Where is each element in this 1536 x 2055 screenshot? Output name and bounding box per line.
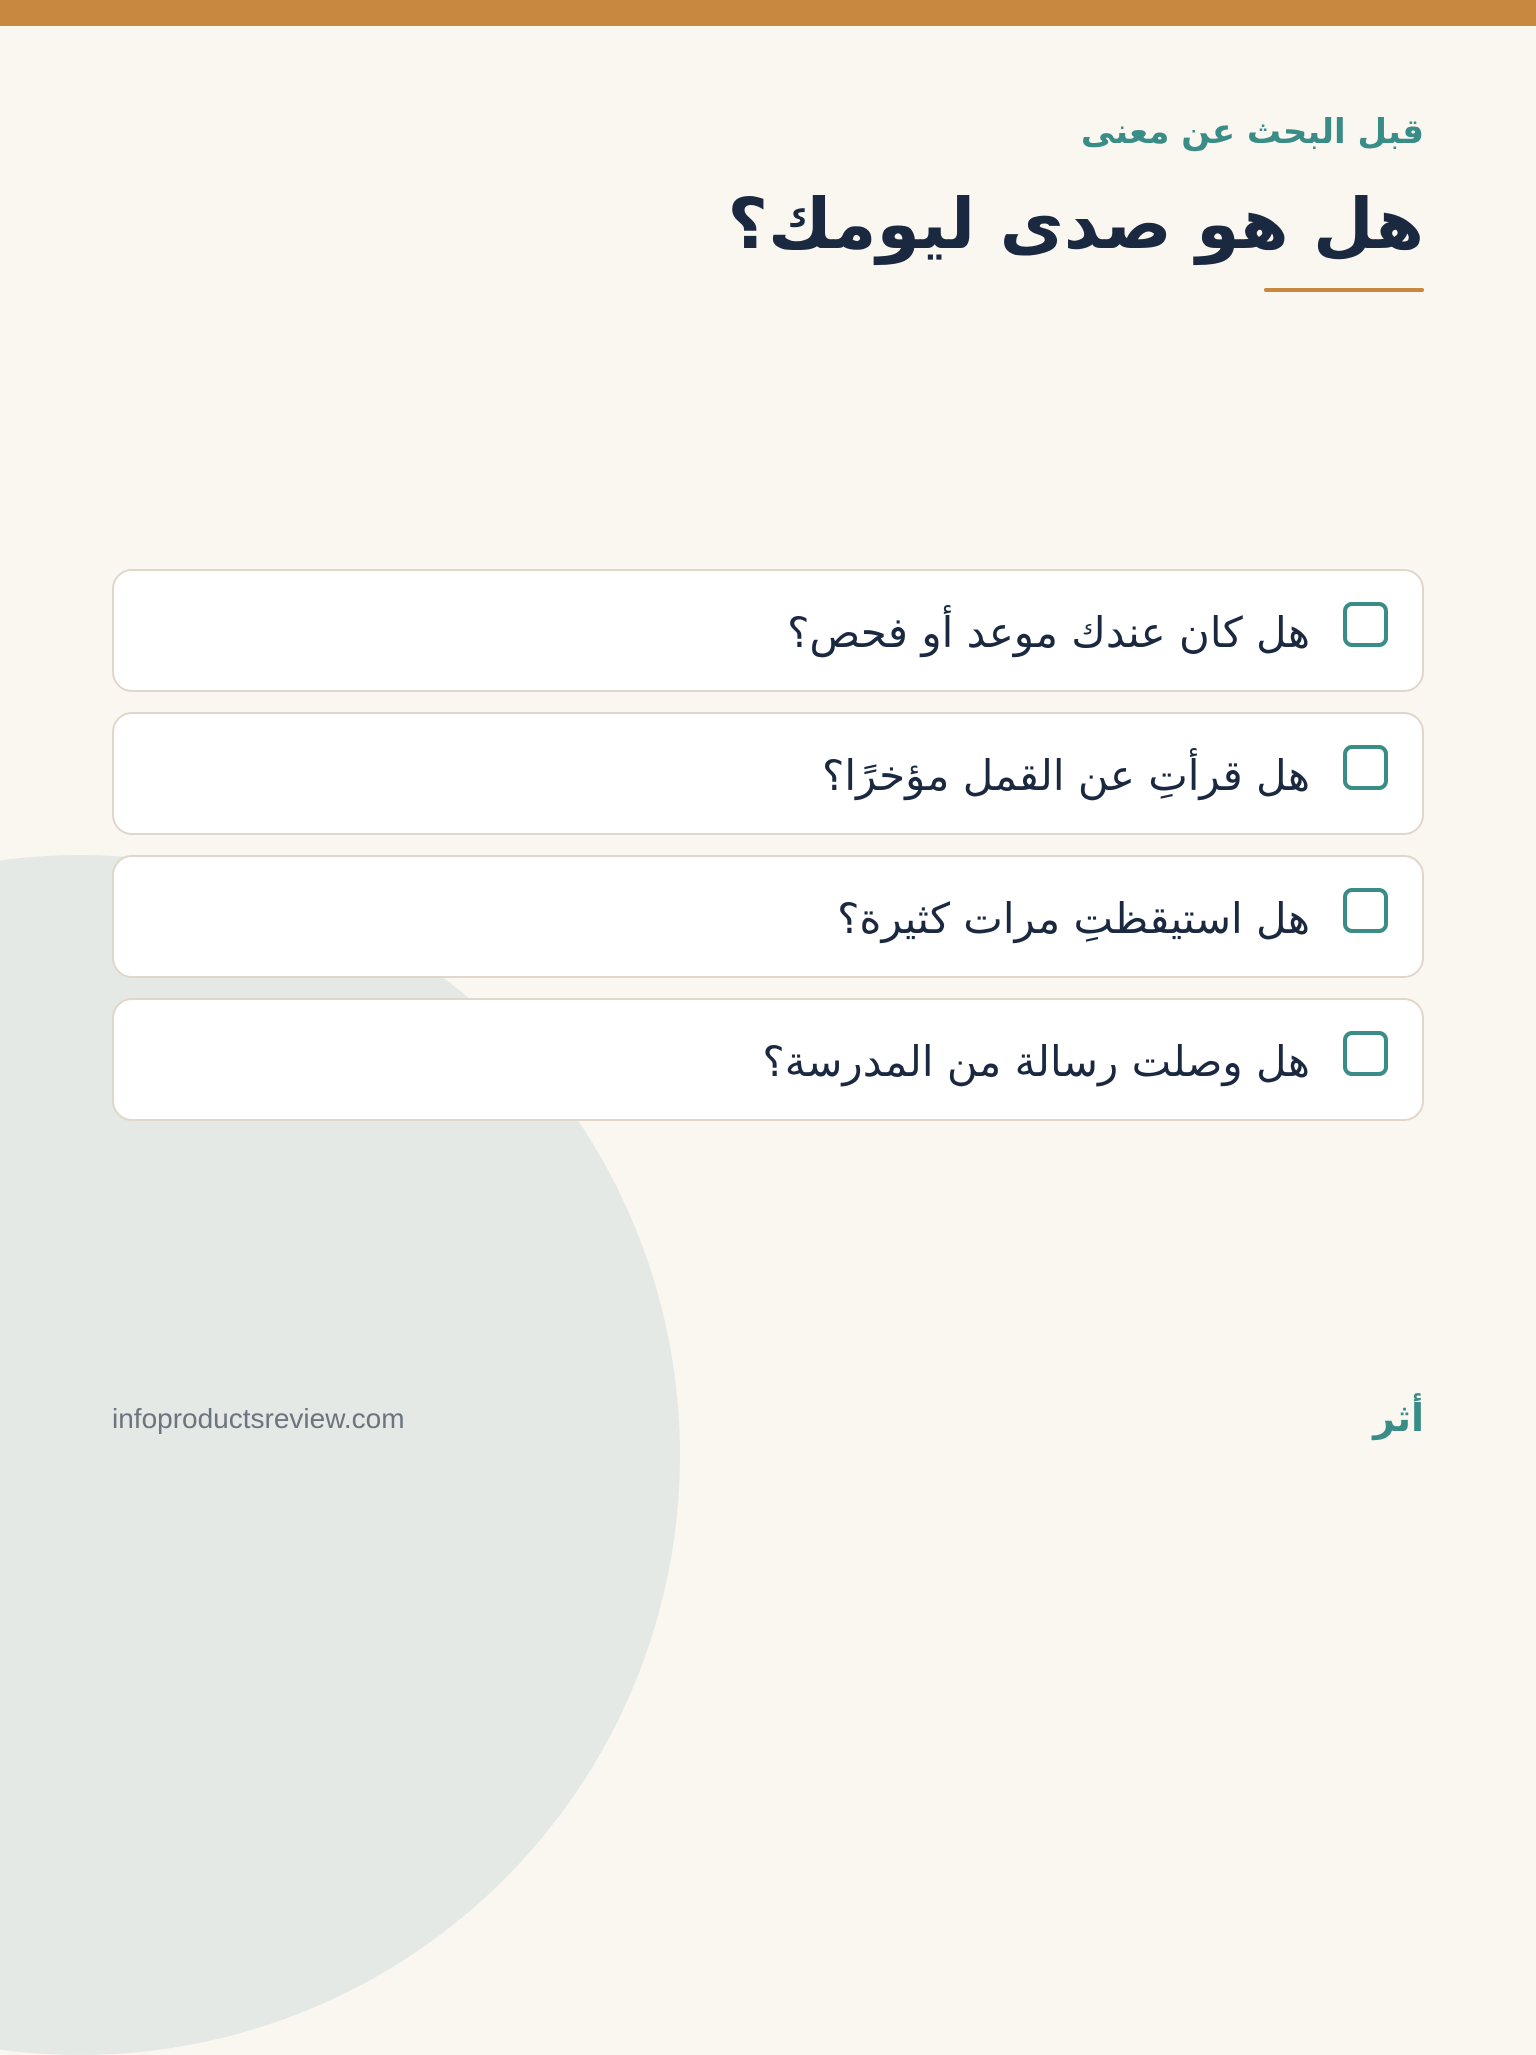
top-accent-bar xyxy=(0,0,1536,26)
checkbox[interactable] xyxy=(1343,1031,1388,1076)
checkbox[interactable] xyxy=(1343,602,1388,647)
checklist-item[interactable] xyxy=(112,712,1424,835)
checklist-item-label: هل كان عندك موعد أو فحص؟ xyxy=(787,608,1310,657)
checkbox[interactable] xyxy=(1343,745,1388,790)
checklist-item-label: هل وصلت رسالة من المدرسة؟ xyxy=(762,1037,1310,1086)
page-header xyxy=(727,108,1424,272)
checklist-item[interactable] xyxy=(112,855,1424,978)
checkbox[interactable] xyxy=(1343,888,1388,933)
checklist-item[interactable] xyxy=(112,569,1424,692)
footer-url: infoproductsreview.com xyxy=(112,1403,405,1434)
page-title: هل هو صدى ليومك؟ xyxy=(727,183,1424,265)
checklist-item[interactable] xyxy=(112,998,1424,1121)
checklist xyxy=(112,569,1424,1121)
eyebrow-text: قبل البحث عن معنى xyxy=(1080,112,1424,152)
brand-logo: أثر xyxy=(1373,1396,1424,1440)
checklist-item-label: هل قرأتِ عن القمل مؤخرًا؟ xyxy=(822,751,1310,800)
checklist-item-label: هل استيقظتِ مرات كثيرة؟ xyxy=(837,894,1310,943)
title-underline-divider xyxy=(1264,288,1424,292)
